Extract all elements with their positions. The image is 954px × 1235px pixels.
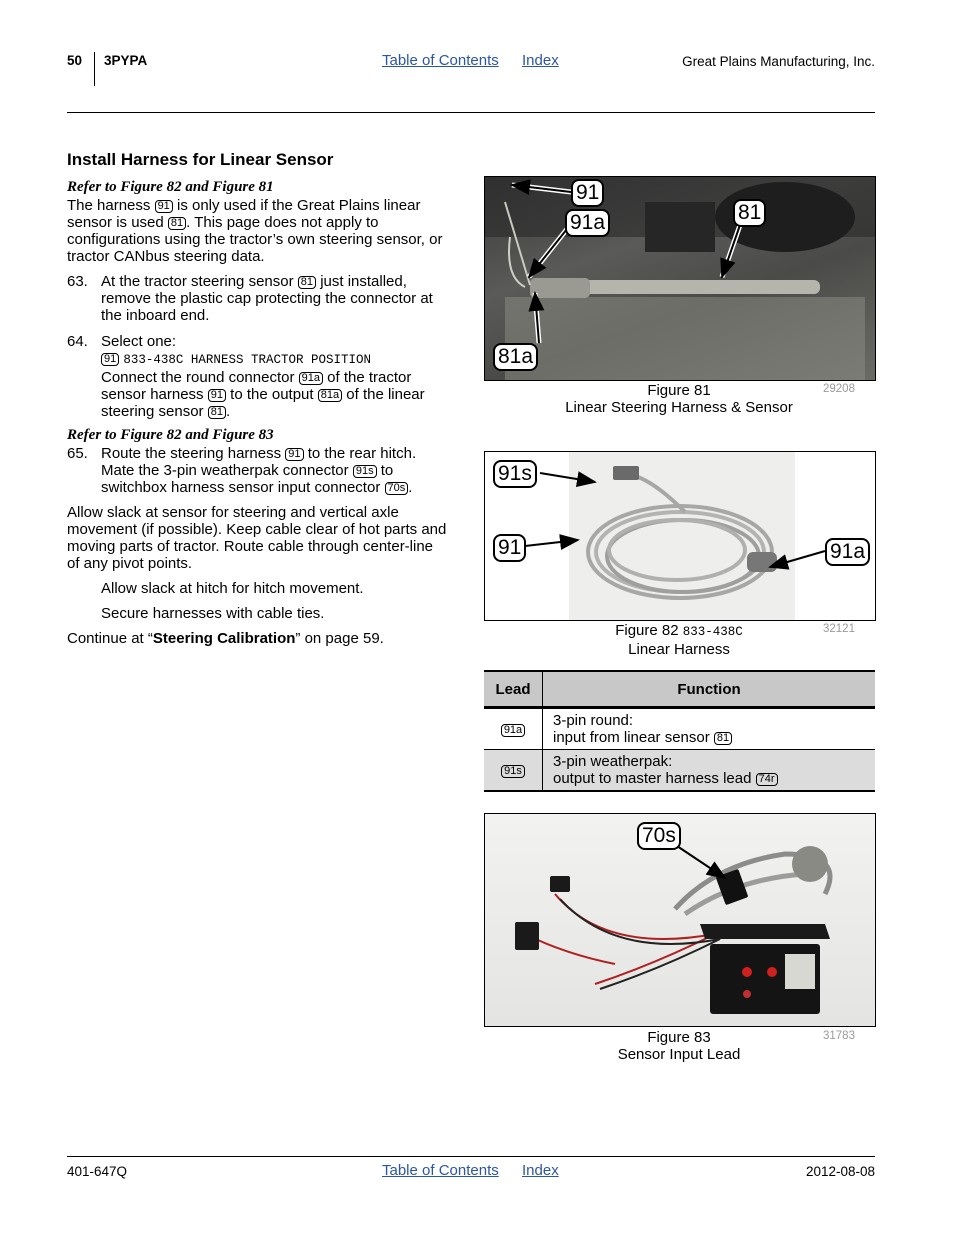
callout-label-91s: 91s <box>493 460 537 488</box>
publication-date: 2012-08-08 <box>805 1164 875 1179</box>
figure-83-image-number: 31783 <box>823 1030 855 1042</box>
section-title: Install Harness for Linear Sensor <box>67 150 334 169</box>
callout-label-91: 91 <box>493 534 526 562</box>
callout-91: 91 <box>285 448 303 461</box>
callout-label-91: 91 <box>571 179 604 207</box>
callout-81: 81 <box>298 276 316 289</box>
figure-81-leader-lines <box>485 177 875 380</box>
part-number: 833-438C HARNESS TRACTOR POSITION <box>123 353 371 367</box>
cable-ties-note: Secure harnesses with cable ties. <box>101 605 325 622</box>
header-divider <box>94 52 95 86</box>
intro-paragraph: The harness 91 is only used if the Great Plains linear sensor is used 81 . This page does not apply to configurations using the tractor’s own steering sensor, or tractor CANbus steering data. <box>67 197 443 265</box>
callout-label-81: 81 <box>733 199 766 227</box>
figure-81-caption: Figure 81 Linear Steering Harness & Sensor <box>565 382 793 416</box>
callout-81a: 81a <box>318 389 342 402</box>
table-row: 91a 3-pin round: input from linear sensor 81 <box>484 708 875 750</box>
doc-number: 401-647Q <box>67 1164 128 1179</box>
header-index-link[interactable]: Index <box>522 52 559 69</box>
figure-83-caption: Figure 83 Sensor Input Lead <box>617 1029 741 1063</box>
header-rule <box>67 112 875 113</box>
header-toc-link[interactable]: Table of Contents <box>382 52 499 69</box>
page-number: 50 <box>67 53 83 68</box>
callout-70s: 70s <box>385 482 409 495</box>
callout-81: 81 <box>714 732 732 745</box>
callout-91s: 91s <box>353 465 377 478</box>
callout-label-81a: 81a <box>493 343 538 371</box>
callout-91a: 91a <box>501 724 525 737</box>
callout-label-91a: 91a <box>565 209 610 237</box>
table-header-function: Function <box>543 672 876 708</box>
callout-label-91a: 91a <box>825 538 870 566</box>
table-header-row <box>484 672 875 708</box>
callout-91: 91 <box>208 389 226 402</box>
slack-paragraph: Allow slack at sensor for steering and vertical axle movement (if possible). Keep cable clear of hot parts and moving parts of tractor. Route cable through center-line of any pivot points. <box>67 504 447 572</box>
figure-83-photo <box>484 813 876 1027</box>
model-name: 3PYPA <box>104 53 148 68</box>
lead-function-table <box>484 672 875 792</box>
callout-label-70s: 70s <box>637 822 681 850</box>
continue-note: Continue at “Steering Calibration” on page 59. <box>67 630 384 647</box>
table-header-lead: Lead <box>484 672 543 708</box>
footer-toc-link[interactable]: Table of Contents <box>382 1162 499 1179</box>
figure-82-image-number: 32121 <box>823 623 855 635</box>
figure-81-image-number: 29208 <box>823 383 855 395</box>
figure-82-photo <box>484 451 876 621</box>
footer-index-link[interactable]: Index <box>522 1162 559 1179</box>
callout-81: 81 <box>208 406 226 419</box>
figure-reference-1: Refer to Figure 82 and Figure 81 <box>67 179 274 195</box>
table-row: 91s 3-pin weatherpak: output to master harness lead 74r <box>484 750 875 792</box>
callout-91s: 91s <box>501 765 525 778</box>
figure-82-caption: Figure 82 833-438C Linear Harness <box>615 622 743 658</box>
callout-91: 91 <box>155 200 173 213</box>
callout-91a: 91a <box>299 372 323 385</box>
hitch-slack-note: Allow slack at hitch for hitch movement. <box>101 580 364 597</box>
company-name: Great Plains Manufacturing, Inc. <box>682 54 875 69</box>
figure-81-photo <box>484 176 876 381</box>
callout-91: 91 <box>101 353 119 366</box>
footer-rule <box>67 1156 875 1157</box>
figure-82-leader-lines <box>485 452 875 620</box>
callout-74r: 74r <box>756 773 778 786</box>
figure-reference-2: Refer to Figure 82 and Figure 83 <box>67 427 274 443</box>
steering-calibration-link[interactable]: Steering Calibration <box>152 630 296 647</box>
callout-81: 81 <box>168 217 186 230</box>
